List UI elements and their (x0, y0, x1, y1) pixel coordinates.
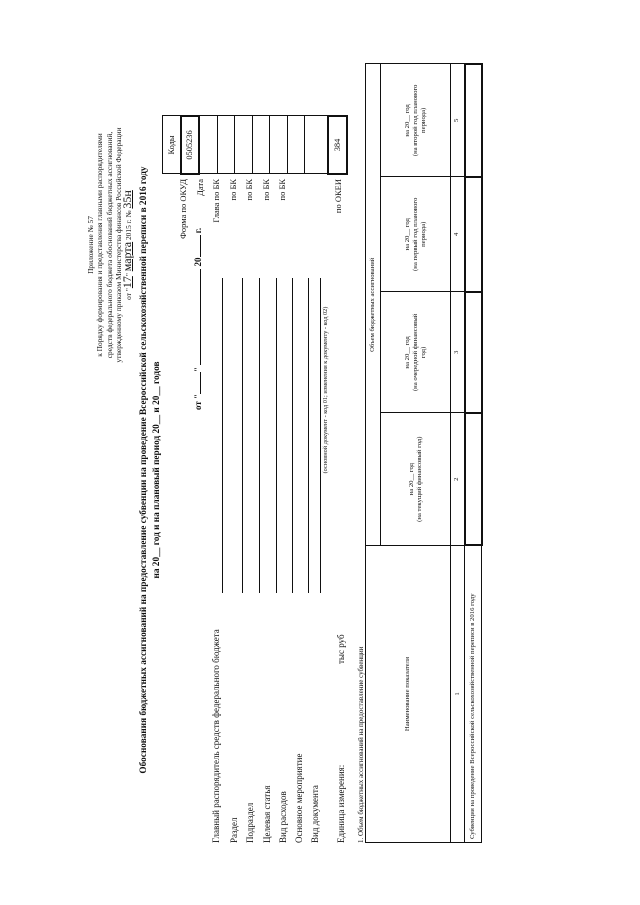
bk-code-3 (270, 116, 288, 174)
col-number-5: 5 (451, 64, 465, 177)
title-line2: на 20__ год и на плановый период 20__ и 20__ годов (152, 361, 162, 579)
okei-label: по ОКЕИ (333, 179, 343, 214)
okud-label: Форма по ОКУД (178, 179, 188, 239)
col-number-1: 1 (451, 546, 465, 843)
bk-head-label: Глава по БК (211, 179, 221, 223)
line-main-activity (308, 278, 309, 593)
date-label: Дата (195, 179, 205, 196)
appendix-date-month: марта (120, 241, 135, 272)
appendix-date-day: 17 (120, 276, 135, 289)
row1-label: Субвенция на проведение Всероссийской сельскохозяйственной переписи в 2016 году (465, 546, 482, 843)
line-subsection (259, 278, 260, 593)
appendix-number: 35н (120, 190, 135, 209)
appendix-line1: Приложение № 57 (86, 216, 95, 274)
title-line1: Обоснования бюджетных ассигнований на предоставление субвенции на проведение Всероссийской сельскохозяйственной переписи в 2016 году (139, 166, 149, 774)
label-subsection: Подраздел (245, 802, 255, 843)
col-number-3: 3 (451, 292, 465, 413)
bk-head-code (217, 116, 235, 174)
appendix-line3: средств федерального бюджета обоснований бюджетных ассигнований, (104, 131, 114, 359)
doc-type-note: (основной документ - код 01; изменения к документу - код 02) (322, 306, 329, 474)
appendix-line4: утвержденному приказом Министерства финансов Российской Федерации (113, 127, 123, 363)
label-doc-type: Вид документа (310, 785, 320, 843)
bk-code-2 (252, 116, 270, 174)
line-target-item (276, 278, 277, 593)
col4-header: на 20__ год (на первый год планового периода) (381, 177, 451, 292)
date-code (199, 116, 217, 174)
appendix-block (86, 40, 133, 450)
row1-cell-5 (465, 64, 482, 177)
label-expense-type: Вид расходов (278, 791, 288, 843)
col-name-header: Наименование показателя (366, 546, 451, 843)
unit-value: тыс руб (336, 634, 346, 664)
bk-label-2: по БК (244, 179, 254, 201)
label-unit: Единица измерения: (336, 764, 346, 843)
row1-cell-3 (465, 292, 482, 413)
col-number-4: 4 (451, 177, 465, 292)
date-line: от "" 20 г. (193, 227, 203, 410)
volume-header: Объем бюджетных ассигнований (366, 64, 381, 546)
line-expense-type (292, 278, 293, 593)
line-doc-type (320, 278, 321, 593)
row1-cell-2 (465, 413, 482, 546)
col3-header: на 20__ год (на очередной финансовый год) (381, 292, 451, 413)
bk-label-1: по БК (228, 179, 238, 201)
line-section (242, 278, 243, 593)
bk-code-1 (235, 116, 253, 174)
bk-label-4: по БК (277, 179, 287, 201)
label-main-activity: Основное мероприятие (294, 753, 304, 843)
label-target-item: Целевая статья (262, 785, 272, 843)
bk-label-3: по БК (261, 179, 271, 201)
label-section: Раздел (229, 817, 239, 843)
codes-header: Коды (163, 116, 181, 174)
document-title (138, 75, 164, 865)
col-number-2: 2 (451, 413, 465, 546)
col2-header: на 20__ год (на текущий финансовый год) (381, 413, 451, 546)
okei-code: 384 (328, 116, 347, 174)
label-main-manager: Главный распорядитель средств федерального бюджета (211, 629, 221, 843)
col5-header: на 20__ год (на второй год планового периода) (381, 64, 451, 177)
blank-code (305, 116, 329, 174)
budget-table (365, 63, 483, 843)
line-main-manager (222, 278, 223, 593)
bk-code-4 (287, 116, 305, 174)
okud-code: 0505236 (181, 116, 200, 174)
appendix-line2: к Порядку формирования и представления главными распорядителями (95, 133, 105, 357)
section1-title: 1. Объем бюджетных ассигнований на предоставление субвенции (357, 646, 365, 843)
appendix-line5: от "17" марта 2015 г. № 35н (120, 190, 135, 300)
codes-table (162, 115, 348, 175)
row1-cell-4 (465, 177, 482, 292)
